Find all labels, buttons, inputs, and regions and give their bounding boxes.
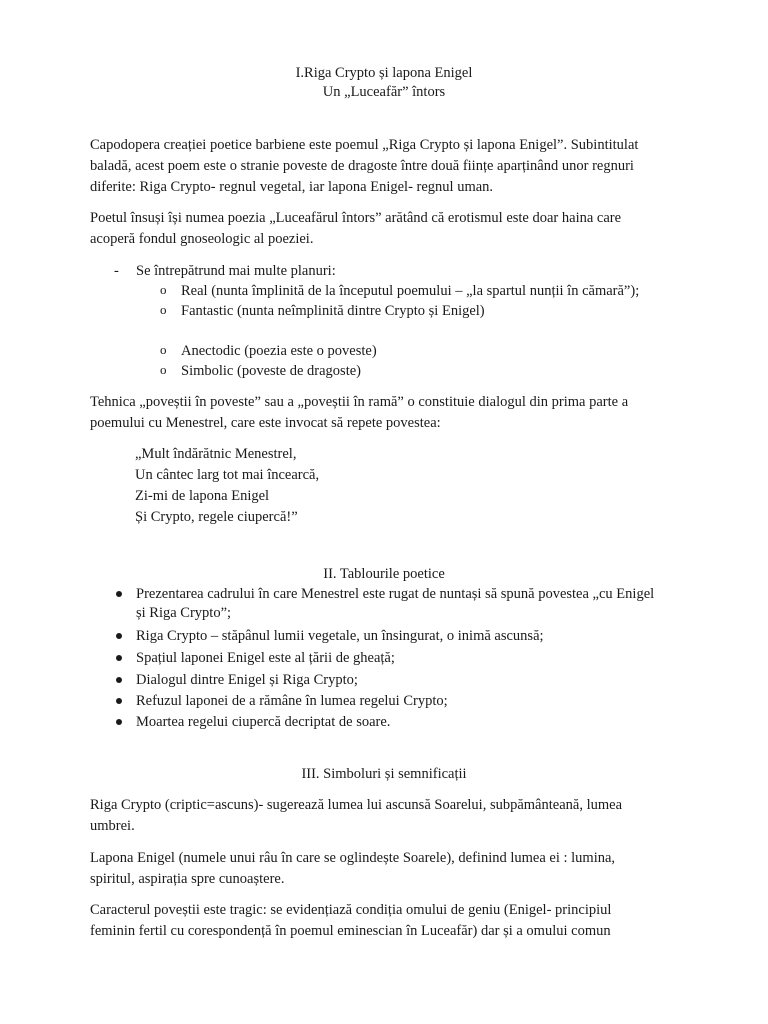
quote-line-2: Un cântec larg tot mai încearcă,: [135, 467, 320, 483]
symbol-p1-line-1: Riga Crypto (criptic=ascuns)- sugerează lumea lui ascunsă Soarelui, subpământeană, lumea: [90, 797, 623, 813]
planes-dash: -: [114, 263, 119, 279]
quote-line-4: Și Crypto, regele ciupercă!”: [135, 509, 298, 525]
document-subtitle: Un „Luceafăr” întors: [322, 84, 446, 100]
tableau-item-6: Moartea regelui ciupercă decriptat de soare.: [136, 714, 391, 730]
bullet-icon: [116, 698, 122, 704]
sub-bullet-marker: o: [160, 302, 167, 317]
sub-bullet-marker: o: [160, 362, 167, 377]
plane-item-real: Real (nunta împlinită de la începutul poemului – „la spartul nunții în cămară”);: [181, 283, 640, 299]
quote-line-3: Zi-mi de lapona Enigel: [135, 488, 270, 504]
intro-p1-line-1: Capodopera creației poetice barbiene este poemul „Riga Crypto și lapona Enigel”. Subintitulat: [90, 137, 639, 153]
intro-p2-line-2: acoperă fondul gnoseologic al poeziei.: [90, 231, 314, 247]
section-2-title: II. Tablourile poetice: [323, 566, 445, 582]
tableau-item-3: Spațiul laponei Enigel este al țării de gheață;: [136, 650, 395, 666]
tableau-item-1-line-2: și Riga Crypto”;: [136, 605, 232, 621]
symbol-p3-line-2: feminin fertil cu corespondență în poemul eminescian în Luceafăr) dar și a omului comun: [90, 923, 611, 939]
symbol-p1-line-2: umbrei.: [90, 818, 135, 834]
intro-p1-line-3: diferite: Riga Crypto- regnul vegetal, iar lapona Enigel- regnul uman.: [90, 179, 494, 195]
symbol-p3-line-1: Caracterul poveștii este tragic: se evidențiază condiția omului de geniu (Enigel- principiul: [90, 902, 612, 918]
plane-item-fantastic: Fantastic (nunta neîmplinită dintre Crypto și Enigel): [181, 303, 485, 319]
bullet-icon: [116, 677, 122, 683]
symbol-p2-line-2: spiritul, aspirația spre cunoaștere.: [90, 871, 285, 887]
planes-heading: Se întrepătrund mai multe planuri:: [136, 263, 336, 279]
sub-bullet-marker: o: [160, 282, 167, 297]
quote-line-1: „Mult îndărătnic Menestrel,: [135, 446, 297, 462]
bullet-icon: [116, 719, 122, 725]
intro-p1-line-2: baladă, acest poem este o stranie poveste de dragoste între două ființe aparținând unor regnuri: [90, 158, 634, 174]
sub-bullet-marker: o: [160, 342, 167, 357]
technique-line-2: poemului cu Menestrel, care este invocat să repete povestea:: [90, 415, 441, 431]
section-3-title: III. Simboluri și semnificații: [301, 766, 467, 782]
tableau-item-1-line-1: Prezentarea cadrului în care Menestrel este rugat de nuntași să spună povestea „cu Enigel: [136, 586, 655, 602]
bullet-icon: [116, 591, 122, 597]
symbol-p2-line-1: Lapona Enigel (numele unui râu în care se oglindește Soarele), definind lumea ei : lumina,: [90, 850, 616, 866]
bullet-icon: [116, 655, 122, 661]
tableau-item-5: Refuzul laponei de a rămâne în lumea regelui Crypto;: [136, 693, 448, 709]
plane-item-symbolic: Simbolic (poveste de dragoste): [181, 363, 361, 379]
document-title: I.Riga Crypto și lapona Enigel: [295, 65, 473, 81]
technique-line-1: Tehnica „poveștii în poveste” sau a „poveștii în ramă” o constituie dialogul din prima parte a: [90, 394, 629, 410]
intro-p2-line-1: Poetul însuși își numea poezia „Luceafărul întors” arătând că erotismul este doar haina care: [90, 210, 622, 226]
plane-item-anecdotic: Anectodic (poezia este o poveste): [181, 343, 377, 359]
bullet-icon: [116, 633, 122, 639]
tableau-item-2: Riga Crypto – stăpânul lumii vegetale, un însingurat, o inimă ascunsă;: [136, 628, 544, 644]
tableau-item-4: Dialogul dintre Enigel și Riga Crypto;: [136, 672, 358, 688]
